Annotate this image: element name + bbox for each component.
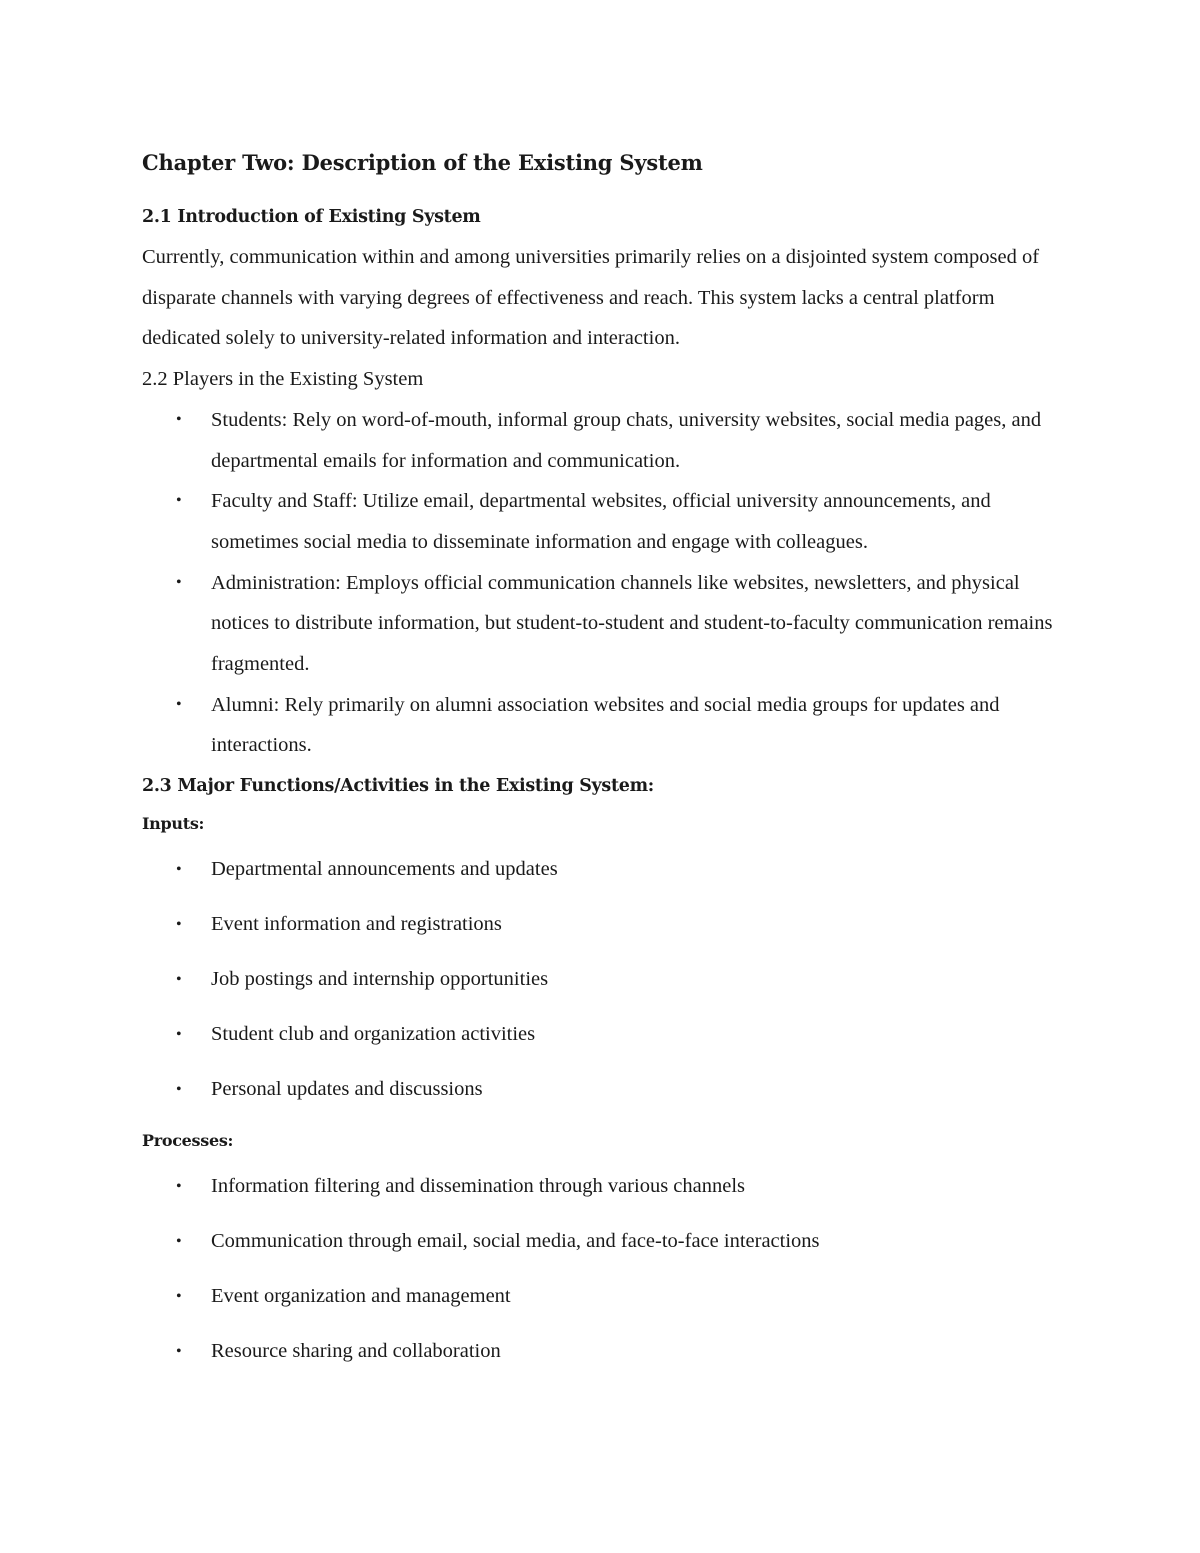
bullet-icon: • — [176, 1178, 182, 1196]
list-item-text: Departmental announcements and updates — [211, 858, 558, 881]
section-2-2-heading: 2.2 Players in the Existing System — [142, 368, 424, 391]
list-item — [142, 897, 1072, 952]
chapter-title: Chapter Two: Description of the Existing System — [142, 150, 703, 175]
bullet-icon: • — [176, 1343, 182, 1361]
inputs-list — [142, 842, 1072, 1117]
bullet-icon: • — [176, 1081, 182, 1099]
bullet-icon: • — [176, 1288, 182, 1306]
list-item-text: Job postings and internship opportunities — [211, 968, 549, 991]
section-2-1-heading: 2.1 Introduction of Existing System — [142, 207, 481, 227]
list-item — [142, 685, 1072, 766]
list-item-text: Alumni: Rely primarily on alumni association websites and social media groups for updates and interactions. — [211, 693, 1000, 757]
bullet-icon: • — [176, 492, 182, 510]
document-page — [142, 145, 1072, 1379]
section-2-3-heading: 2.3 Major Functions/Activities in the Existing System: — [142, 776, 654, 797]
inputs-label: Inputs: — [142, 814, 205, 834]
bullet-icon: • — [176, 861, 182, 879]
bullet-icon: • — [176, 410, 182, 428]
list-item — [142, 1007, 1072, 1062]
list-item — [142, 481, 1072, 562]
section-2-1-paragraph: Currently, communication within and among universities primarily relies on a disjointed system composed of disparate channels with varying degrees of effectiveness and reach. This system lacks a central platform dedicated solely to university-related information and interaction. — [142, 246, 1040, 350]
bullet-icon: • — [176, 971, 182, 989]
bullet-icon: • — [176, 695, 182, 713]
bullet-icon: • — [176, 1026, 182, 1044]
list-item — [142, 1324, 1072, 1379]
list-item-text: Personal updates and discussions — [211, 1078, 483, 1101]
processes-label: Processes: — [142, 1131, 234, 1151]
list-item-text: Student club and organization activities — [211, 1023, 536, 1046]
list-item-text: Event information and registrations — [211, 913, 502, 936]
bullet-icon: • — [176, 573, 182, 591]
list-item — [142, 842, 1072, 897]
list-item — [142, 400, 1072, 481]
list-item-text: Administration: Employs official communication channels like websites, newsletters, and physical notices to distribute information, but student-to-student and student-to-faculty communication remains fragmented. — [211, 571, 1053, 676]
bullet-icon: • — [176, 1233, 182, 1251]
list-item — [142, 1062, 1072, 1117]
list-item-text: Students: Rely on word-of-mouth, informal group chats, university websites, social media pages, and departmental emails for information and communication. — [211, 408, 1042, 472]
players-list — [142, 400, 1072, 766]
list-item-text: Communication through email, social media, and face-to-face interactions — [211, 1230, 820, 1253]
list-item — [142, 952, 1072, 1007]
bullet-icon: • — [176, 916, 182, 934]
list-item — [142, 1159, 1072, 1214]
list-item-text: Resource sharing and collaboration — [211, 1340, 501, 1363]
processes-list — [142, 1159, 1072, 1379]
list-item-text: Information filtering and dissemination through various channels — [211, 1175, 746, 1198]
list-item — [142, 563, 1072, 685]
list-item-text: Event organization and management — [211, 1285, 511, 1308]
list-item — [142, 1214, 1072, 1269]
list-item-text: Faculty and Staff: Utilize email, departmental websites, official university announcements, and sometimes social media to disseminate information and engage with colleagues. — [211, 490, 991, 553]
list-item — [142, 1269, 1072, 1324]
